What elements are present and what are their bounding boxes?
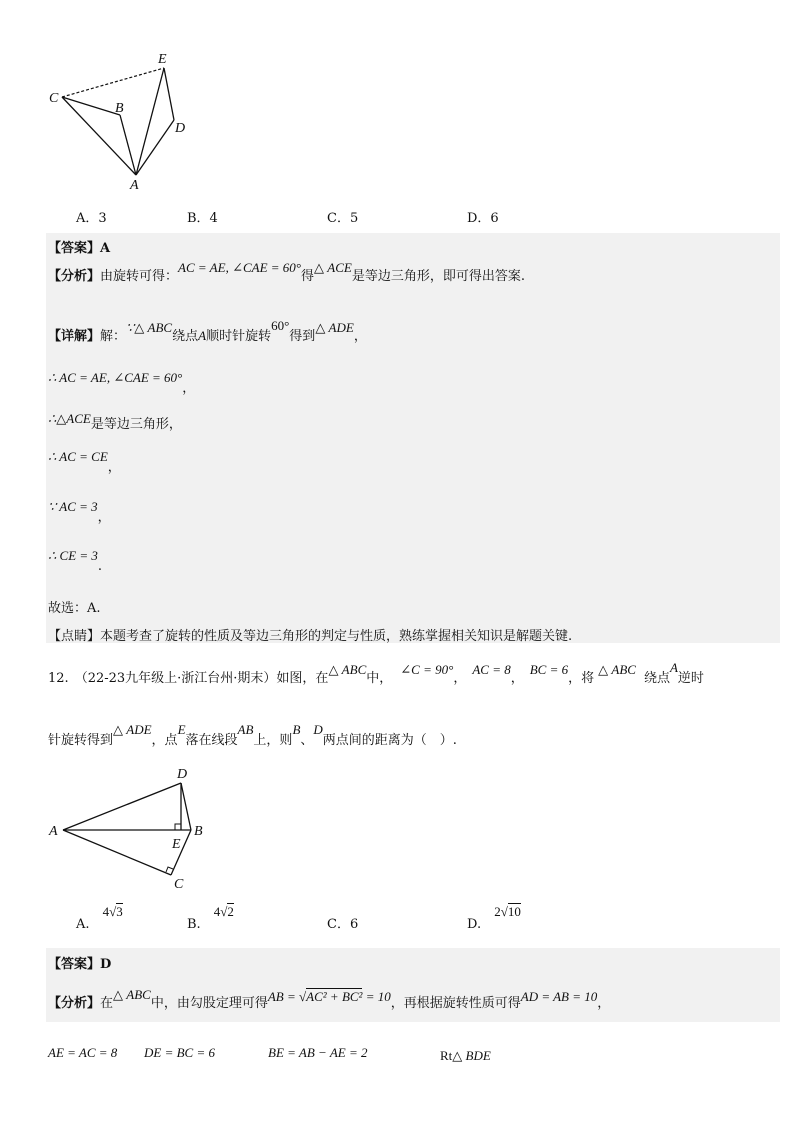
q12-line2-text5: 、 bbox=[300, 733, 314, 748]
fig1-label-e: E bbox=[158, 52, 167, 67]
q12-analysis-text1: 在 bbox=[100, 996, 114, 1011]
q12-text-nishi: 逆时 bbox=[677, 671, 704, 686]
q12-option-d bbox=[467, 904, 521, 932]
q12-formula-ade: △ ADE bbox=[113, 722, 152, 737]
q11-answer: 【答案】A bbox=[48, 241, 111, 256]
q12-line2-text6: 两点间的距离为（ ）. bbox=[322, 733, 457, 748]
q11-detail-text3: 顺时针旋转 bbox=[206, 329, 272, 344]
fig1-label-c: C bbox=[49, 91, 59, 106]
q11-detail-point-a: A bbox=[198, 328, 207, 343]
q11-step-1-comma: ， bbox=[182, 381, 196, 396]
sqrt-icon: √ bbox=[299, 989, 307, 1004]
q12-analysis-formula2 bbox=[268, 989, 391, 1004]
q12-point-a: A bbox=[669, 660, 678, 675]
q11-option-d: D．6 bbox=[467, 211, 499, 226]
q12-option-a-coef: 4 bbox=[102, 904, 110, 919]
q12-formula-angle-c: ∠C = 90° bbox=[400, 662, 454, 677]
q11-detail-tag: 【详解】 bbox=[48, 329, 101, 344]
q11-step-2-text: 是等边三角形， bbox=[90, 417, 182, 432]
q12-formula-bc: BC = 6 bbox=[529, 662, 569, 677]
q12-segment-ab: AB bbox=[237, 722, 254, 737]
q11-analysis-text1: 由旋转可得： bbox=[100, 269, 179, 284]
q12-analysis-formula3: AD = AB = 10 bbox=[520, 989, 598, 1004]
fig2-label-d: D bbox=[177, 767, 188, 782]
q12-formula-abc-2: △ ABC bbox=[598, 662, 636, 677]
q12-option-a-tag: A. bbox=[76, 917, 90, 932]
q11-step-3-formula: ∴ AC = CE bbox=[48, 449, 108, 464]
fig2-label-e: E bbox=[172, 837, 181, 852]
q12-option-c: C．6 bbox=[327, 917, 359, 932]
q11-option-b: B．4 bbox=[187, 211, 218, 226]
q11-analysis-tag: 【分析】 bbox=[48, 269, 101, 284]
q12-option-a-value: 4√3 bbox=[102, 904, 123, 919]
q11-detail-formula3: △ ADE bbox=[315, 320, 354, 335]
q12-line2-text1: 针旋转得到 bbox=[48, 733, 114, 748]
q12-option-b bbox=[187, 904, 234, 932]
q12-option-d-tag: D. bbox=[467, 917, 482, 932]
q12-option-d-radicand: 10 bbox=[507, 904, 521, 919]
q12-comma-1: ， bbox=[453, 671, 467, 686]
q11-detail-text5: ， bbox=[353, 329, 367, 344]
q12-option-b-value: 4√2 bbox=[213, 904, 234, 919]
fig2-label-c: C bbox=[174, 877, 184, 892]
q12-analysis-formula2-radicand: AC² + BC² bbox=[306, 989, 363, 1004]
q11-choose: 故选：A. bbox=[48, 601, 101, 616]
q12-text-zhong: 中， bbox=[366, 671, 393, 686]
fig2-label-a: A bbox=[49, 824, 58, 839]
q11-option-a: A．3 bbox=[76, 211, 107, 226]
q12-text-jiang: ，将 bbox=[568, 671, 595, 686]
q12-formula-abc: △ ABC bbox=[328, 662, 367, 677]
q12-number: 12. bbox=[48, 671, 69, 686]
q12-option-b-radicand: 2 bbox=[227, 904, 234, 919]
q12-formula-rt-prefix: Rt bbox=[440, 1048, 453, 1063]
q11-option-c: C．5 bbox=[327, 211, 359, 226]
q11-step-5-period: . bbox=[97, 559, 103, 574]
q12-point-d: D bbox=[313, 722, 323, 737]
q11-detail-text1: 解： bbox=[100, 329, 127, 344]
q11-detail-formula1: ∵△ ABC bbox=[126, 320, 173, 335]
q12-analysis-text2: 中，由勾股定理可得 bbox=[150, 996, 268, 1011]
q12-formula-rt bbox=[440, 1045, 491, 1064]
q12-analysis-text4: ， bbox=[597, 996, 611, 1011]
q12-formula-ac: AC = 8 bbox=[472, 662, 511, 677]
q12-formula-rt-triangle: △ BDE bbox=[452, 1048, 491, 1063]
q11-step-4-formula: ∵ AC = 3 bbox=[48, 499, 98, 514]
q11-analysis-text2: 得 bbox=[300, 269, 314, 284]
fig1-label-a: A bbox=[130, 178, 139, 193]
q12-analysis-formula2-lhs: AB = bbox=[267, 989, 300, 1004]
q11-detail-text2: 绕点 bbox=[172, 329, 199, 344]
q12-option-a-radicand: 3 bbox=[116, 904, 123, 919]
q11-step-5-formula: ∴ CE = 3 bbox=[48, 548, 98, 563]
q12-analysis-text3: ，再根据旋转性质可得 bbox=[390, 996, 521, 1011]
q11-step-4-comma: ， bbox=[97, 510, 111, 525]
q11-step-1-formula: ∴ AC = AE, ∠CAE = 60° bbox=[48, 370, 183, 385]
q12-option-d-value: 2√10 bbox=[494, 904, 521, 919]
q11-analysis-formula2: △ ACE bbox=[314, 260, 352, 275]
q11-comment: 【点睛】本题考查了旋转的性质及等边三角形的判定与性质，熟练掌握相关知识是解题关键. bbox=[48, 629, 573, 644]
q12-formula-ae: AE = AC = 8 bbox=[48, 1045, 118, 1060]
q11-analysis-text3: 是等边三角形，即可得出答案. bbox=[351, 269, 525, 284]
q12-line2-text3: 落在线段 bbox=[185, 733, 238, 748]
q11-detail-text4: 得到 bbox=[289, 329, 316, 344]
fig2-label-b: B bbox=[194, 824, 203, 839]
q12-source: （22-23九年级上·浙江台州·期末）如图，在 bbox=[74, 671, 329, 686]
q12-formula-be: BE = AB − AE = 2 bbox=[268, 1045, 368, 1060]
q12-point-b: B bbox=[292, 722, 301, 737]
fig1-label-b: B bbox=[115, 101, 124, 116]
q12-option-d-coef: 2 bbox=[494, 904, 501, 919]
fig1-label-d: D bbox=[175, 121, 186, 136]
q12-analysis bbox=[48, 987, 611, 1011]
q12-option-a bbox=[76, 904, 123, 932]
q12-text-raodian: 绕点 bbox=[643, 671, 670, 686]
q12-point-e: E bbox=[177, 722, 186, 737]
q12-formula-de: DE = BC = 6 bbox=[144, 1045, 215, 1060]
q12-analysis-formula2-rhs: = 10 bbox=[362, 989, 391, 1004]
q12-line2-text4: 上，则 bbox=[253, 733, 293, 748]
q12-option-b-tag: B. bbox=[187, 917, 201, 932]
q12-line2-text2: ，点 bbox=[151, 733, 178, 748]
q11-analysis-formula1: AC = AE, ∠CAE = 60° bbox=[178, 260, 301, 275]
q11-detail-angle: 60° bbox=[271, 318, 290, 333]
q12-answer: 【答案】D bbox=[48, 957, 112, 972]
q11-step-3-comma: ， bbox=[107, 460, 121, 475]
q12-analysis-formula1: △ ABC bbox=[113, 987, 151, 1002]
q12-analysis-tag: 【分析】 bbox=[48, 996, 101, 1011]
q12-option-b-coef: 4 bbox=[213, 904, 221, 919]
q11-step-2-formula: ∴△ACE bbox=[48, 411, 91, 426]
q12-comma-2: ， bbox=[510, 671, 524, 686]
